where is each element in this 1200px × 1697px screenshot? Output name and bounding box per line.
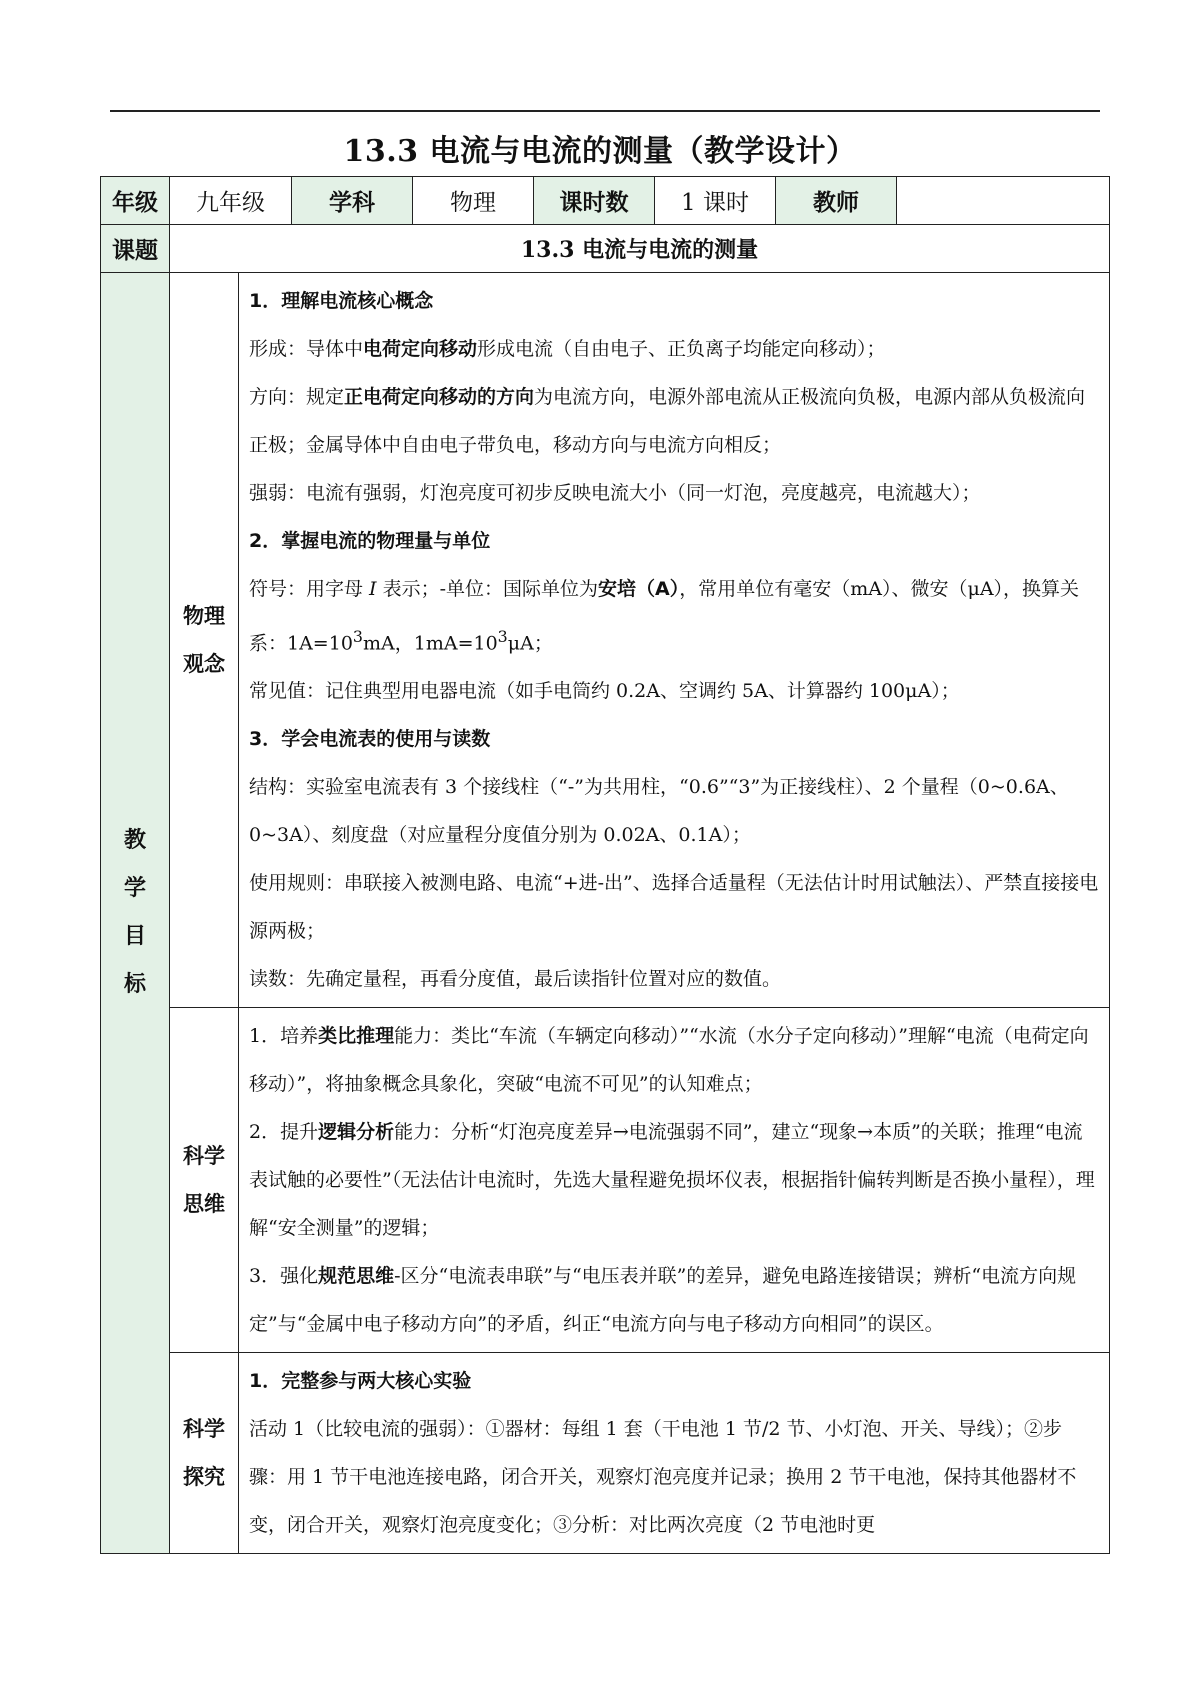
grade-label: 年级 <box>101 177 170 225</box>
topic-value: 13.3 电流与电流的测量 <box>170 225 1110 273</box>
thinking-point-2: 2．提升逻辑分析能力：分析“灯泡亮度差异→电流强弱不同”，建立“现象→本质”的关联；推理“电流表试触的必要性”（无法估计电流时，先选大量程避免损坏仪表，根据指针偏转判断是否换小量程），理解“安全测量”的逻辑； <box>249 1121 1095 1240</box>
thinking-point-3: 3．强化规范思维-区分“电流表串联”与“电压表并联”的差异，避免电路连接错误；辨析“电流方向规定”与“金属中电子移动方向”的矛盾，纠正“电流方向与电子移动方向相同”的误区。 <box>249 1265 1077 1336</box>
scientific-inquiry-content <box>239 1353 1110 1554</box>
concept-ammeter-rules: 使用规则：串联接入被测电路、电流“+进-出”、选择合适量程（无法估计时用试触法）、严禁直接接电源两极； <box>249 872 1099 943</box>
concept-common-values: 常见值：记住典型用电器电流（如手电筒约 0.2A、空调约 5A、计算器约 100μA）； <box>249 680 960 703</box>
concept-symbol-unit: 符号：用字母 I 表示；-单位：国际单位为安培（A），常用单位有毫安（mA）、微安（μA），换算关系：$1A=10^3mA$，$1mA=10^3\mu A$； <box>249 578 1080 655</box>
grade-value: 九年级 <box>170 177 292 225</box>
objectives-label: 教学目标 <box>101 273 170 1554</box>
concept-heading-2: 2．掌握电流的物理量与单位 <box>249 530 491 552</box>
subject-value: 物理 <box>413 177 534 225</box>
inquiry-activity-1: 活动 1（比较电流的强弱）：①器材：每组 1 套（干电池 1 节/2 节、小灯泡、开关、导线）；②步骤：用 1 节干电池连接电路，闭合开关，观察灯泡亮度并记录；换用 2 节干电池，保持其他器材不变，闭合开关，观察灯泡亮度变化；③分析：对比两次亮度（2 节电池时更 <box>249 1418 1077 1537</box>
physics-concept-row <box>101 273 1110 1008</box>
scientific-inquiry-row <box>101 1353 1110 1554</box>
scientific-thinking-row <box>101 1008 1110 1353</box>
page-title: 13.3 电流与电流的测量（教学设计） <box>343 134 857 169</box>
subject-label: 学科 <box>292 177 413 225</box>
concept-heading-1: 1．理解电流核心概念 <box>249 290 434 312</box>
scientific-thinking-label: 科学思维 <box>170 1008 239 1353</box>
concept-heading-3: 3．学会电流表的使用与读数 <box>249 728 491 751</box>
physics-concept-content <box>239 273 1110 1008</box>
periods-value: 1 课时 <box>655 177 776 225</box>
concept-ammeter-structure: 结构：实验室电流表有 3 个接线柱（“-”为共用柱，“0.6”“3”为正接线柱）、2 个量程（0~0.6A、0~3A）、刻度盘（对应量程分度值分别为 0.02A、0.1A）； <box>249 776 1069 847</box>
lesson-design-table <box>100 176 1110 1554</box>
info-row <box>101 177 1110 225</box>
topic-row <box>101 225 1110 273</box>
periods-label: 课时数 <box>534 177 655 225</box>
concept-formation: 形成：导体中电荷定向移动形成电流（自由电子、正负离子均能定向移动）； <box>249 338 886 360</box>
topic-label: 课题 <box>101 225 170 273</box>
physics-concept-label: 物理观念 <box>170 273 239 1008</box>
concept-strength: 强弱：电流有强弱，灯泡亮度可初步反映电流大小（同一灯泡，亮度越亮，电流越大）； <box>249 482 981 504</box>
thinking-point-1: 1．培养类比推理能力：类比“车流（车辆定向移动）”“水流（水分子定向移动）”理解“电流（电荷定向移动）”，将抽象概念具象化，突破“电流不可见”的认知难点； <box>249 1025 1089 1096</box>
scientific-inquiry-label: 科学探究 <box>170 1353 239 1554</box>
concept-ammeter-reading: 读数：先确定量程，再看分度值，最后读指针位置对应的数值。 <box>249 968 782 991</box>
teacher-label: 教师 <box>776 177 897 225</box>
inquiry-heading-1: 1．完整参与两大核心实验 <box>249 1370 472 1393</box>
scientific-thinking-content <box>239 1008 1110 1353</box>
teacher-value <box>897 177 1110 225</box>
header-rule <box>110 110 1100 112</box>
concept-direction: 方向：规定正电荷定向移动的方向为电流方向，电源外部电流从正极流向负极，电源内部从负极流向正极；金属导体中自由电子带负电，移动方向与电流方向相反； <box>249 386 1086 456</box>
